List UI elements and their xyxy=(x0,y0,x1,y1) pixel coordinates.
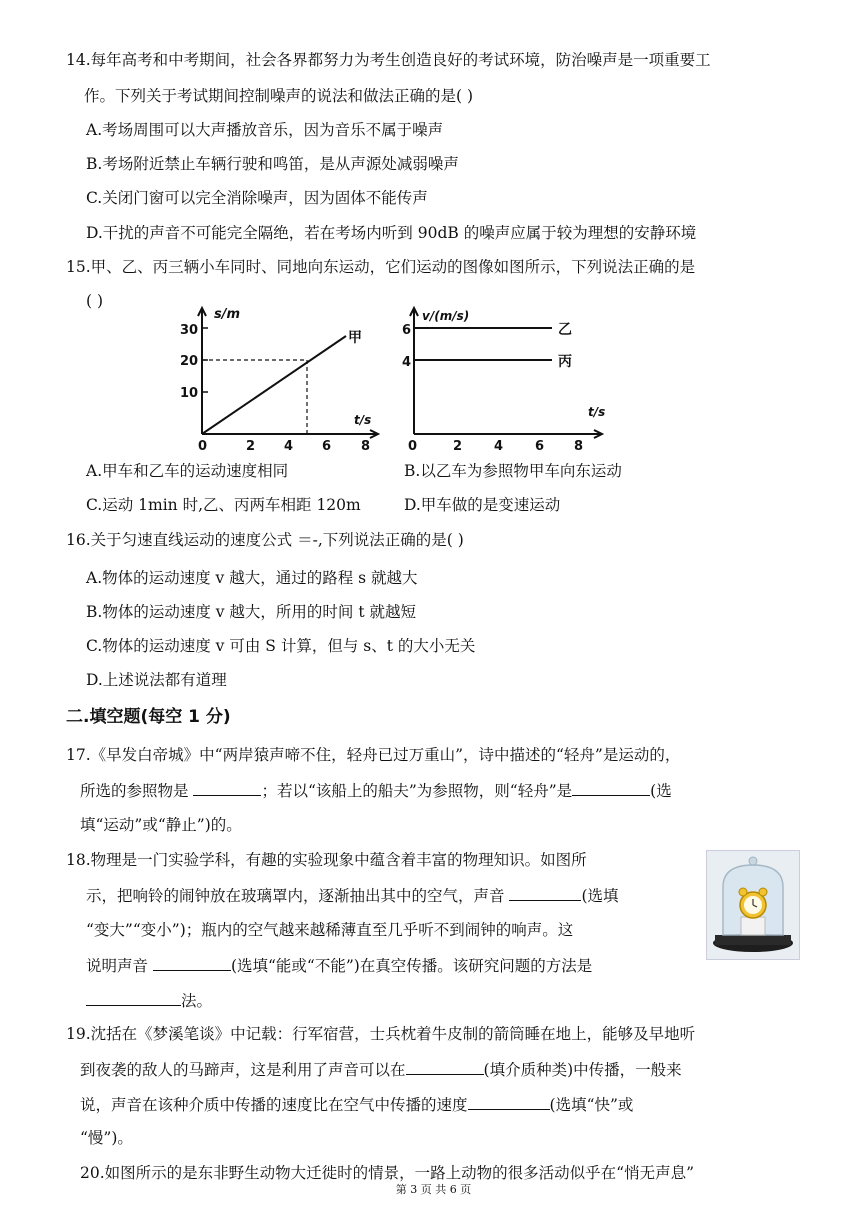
q19-line3-part2: (选填“快”或 xyxy=(549,1096,634,1114)
q17-line1: 17.《早发白帝城》中“两岸猿声啼不住，轻舟已过万重山”，诗中描述的“轻舟”是运动的， xyxy=(66,746,681,764)
q18-line5 xyxy=(86,990,212,1011)
vt-xtick: 8 xyxy=(574,439,584,452)
q18-line5-text: 法。 xyxy=(181,992,213,1010)
q19-blank-1[interactable] xyxy=(406,1059,484,1075)
q14-option-c: C.关闭门窗可以完全消除噪声，因为固体不能传声 xyxy=(86,189,428,207)
q15-option-c: C.运动 1min 时,乙、丙两车相距 120m xyxy=(86,496,361,514)
q19-line3-part1: 说，声音在该种介质中传播的速度比在空气中传播的速度 xyxy=(80,1096,468,1114)
q15-stem-line2: ( ) xyxy=(86,292,104,310)
q18-line2-part2: (选填 xyxy=(581,887,619,905)
q16-option-c: C.物体的运动速度 v 可由 S 计算，但与 s、t 的大小无关 xyxy=(86,637,476,655)
q16-option-b: B.物体的运动速度 v 越大，所用的时间 t 就越短 xyxy=(86,603,417,621)
q17-line2-part2: ；若以“该船上的船夫”为参照物，则“轻舟”是 xyxy=(261,782,573,800)
vt-graph xyxy=(398,302,608,452)
vt-series-label-bing: 丙 xyxy=(558,354,572,370)
q17-line2 xyxy=(80,780,672,801)
q18-line4-part2: (选填“能或“不能”)在真空传播。该研究问题的方法是 xyxy=(230,957,593,975)
st-xtick: 8 xyxy=(361,439,371,452)
st-xtick: 4 xyxy=(284,439,294,452)
vt-ytick: 6 xyxy=(402,323,412,338)
q18-line4 xyxy=(86,955,592,976)
q18-blank-3[interactable] xyxy=(86,990,181,1006)
q16-stem: 16.关于匀速直线运动的速度公式 ＝-,下列说法正确的是( ) xyxy=(66,531,464,549)
st-ytick: 10 xyxy=(180,386,199,401)
vt-ylabel: v/(m/s) xyxy=(422,309,470,323)
q19-line2-part1: 到夜袭的敌人的马蹄声，这是利用了声音可以在 xyxy=(80,1061,406,1079)
st-xtick: 2 xyxy=(246,439,256,452)
q17-line3: 填“运动”或“静止”)的。 xyxy=(80,816,242,834)
bell-jar-icon xyxy=(707,851,799,959)
q14-stem-line2: 作。下列关于考试期间控制噪声的说法和做法正确的是( ) xyxy=(84,87,474,105)
q15-option-d: D.甲车做的是变速运动 xyxy=(404,496,561,514)
st-series-label-jia: 甲 xyxy=(348,330,362,346)
q16-option-a: A.物体的运动速度 v 越大，通过的路程 s 就越大 xyxy=(86,569,418,587)
bell-jar-alarm-clock-image xyxy=(706,850,800,960)
st-ytick: 30 xyxy=(180,323,199,338)
vt-xlabel: t/s xyxy=(588,405,606,419)
q18-line1: 18.物理是一门实验学科，有趣的实验现象中蕴含着丰富的物理知识。如图所 xyxy=(66,851,587,869)
q17-blank-1[interactable] xyxy=(193,780,261,796)
q14-option-a: A.考场周围可以大声播放音乐，因为音乐不属于噪声 xyxy=(86,121,444,139)
q19-line3 xyxy=(80,1094,633,1115)
q18-line2-part1: 示，把响铃的闹钟放在玻璃罩内，逐渐抽出其中的空气，声音 xyxy=(86,887,510,905)
q17-blank-2[interactable] xyxy=(572,780,650,796)
vt-ytick: 4 xyxy=(402,355,412,370)
vt-xtick: 0 xyxy=(408,439,418,452)
q18-line4-part1: 说明声音 xyxy=(86,957,153,975)
section-heading: 二.填空题(每空 1 分) xyxy=(66,707,231,727)
vt-xtick: 4 xyxy=(494,439,504,452)
q19-line2-part2: (填介质种类)中传播，一般来 xyxy=(483,1061,682,1079)
st-xtick: 6 xyxy=(322,439,332,452)
page-footer: 第 3 页 共 6 页 xyxy=(395,1183,472,1196)
q18-blank-2[interactable] xyxy=(153,955,231,971)
q16-option-d: D.上述说法都有道理 xyxy=(86,671,227,689)
vt-xtick: 6 xyxy=(535,439,545,452)
q14-stem-line1: 14.每年高考和中考期间，社会各界都努力为考生创造良好的考试环境，防治噪声是一项重要工 xyxy=(66,51,711,69)
st-xtick: 0 xyxy=(198,439,208,452)
vt-series-label-yi: 乙 xyxy=(558,322,572,338)
q15-option-a: A.甲车和乙车的运动速度相同 xyxy=(86,462,289,480)
st-xlabel: t/s xyxy=(354,413,372,427)
st-graph xyxy=(180,302,380,452)
q17-line2-part1: 所选的参照物是 xyxy=(80,782,194,800)
q19-line4: “慢”)。 xyxy=(80,1129,133,1147)
st-ytick: 20 xyxy=(180,354,199,369)
st-ylabel: s/m xyxy=(214,307,241,322)
q15-option-b: B.以乙车为参照物甲车向东运动 xyxy=(404,462,622,480)
q19-blank-2[interactable] xyxy=(468,1094,550,1110)
q20-line1: 20.如图所示的是东非野生动物大迁徙时的情景，一路上动物的很多活动似乎在“悄无声息” xyxy=(80,1164,695,1182)
q19-line2 xyxy=(80,1059,682,1080)
st-line-jia xyxy=(202,336,346,434)
vt-xtick: 2 xyxy=(453,439,463,452)
q14-option-b: B.考场附近禁止车辆行驶和鸣笛，是从声源处减弱噪声 xyxy=(86,155,459,173)
q19-line1: 19.沈括在《梦溪笔谈》中记载：行军宿营，士兵枕着牛皮制的箭筒睡在地上，能够及早地听 xyxy=(66,1025,696,1043)
q18-line2 xyxy=(86,885,619,906)
q17-line2-part3: (选 xyxy=(650,782,672,800)
q14-option-d: D.干扰的声音不可能完全隔绝，若在考场内听到 90dB 的噪声应属于较为理想的安静环境 xyxy=(86,224,697,242)
q18-blank-1[interactable] xyxy=(509,885,581,901)
q15-stem-line1: 15.甲、乙、丙三辆小车同时、同地向东运动，它们运动的图像如图所示，下列说法正确的是 xyxy=(66,258,696,276)
q18-line3: “变大”“变小”)；瓶内的空气越来越稀薄直至几乎听不到闹钟的响声。这 xyxy=(86,921,574,939)
